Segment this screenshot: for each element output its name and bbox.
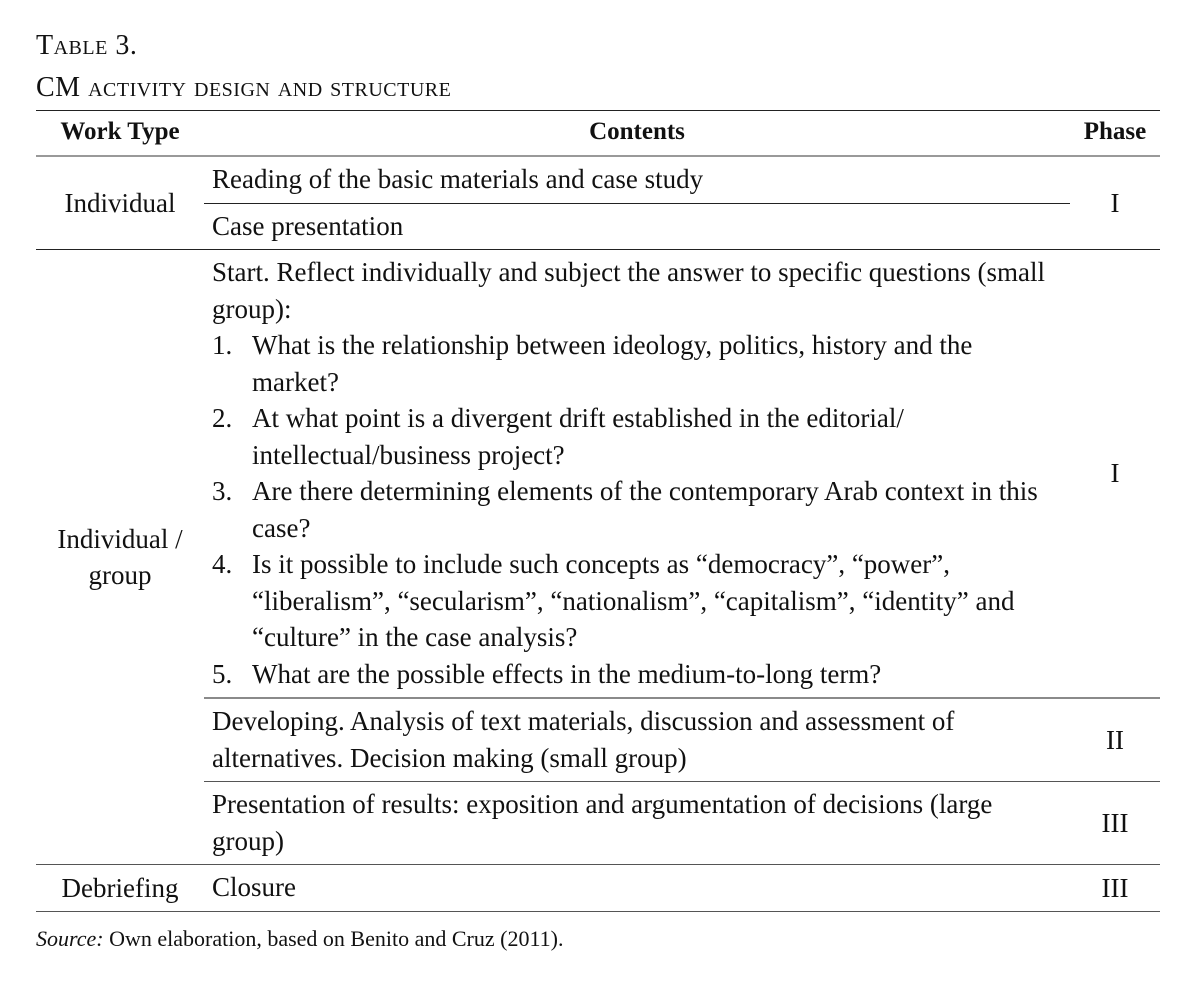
phase-cell: III: [1070, 782, 1160, 865]
source-note: [36, 924, 563, 954]
question-number: 2.: [212, 403, 233, 433]
source-label: Source:: [36, 926, 104, 951]
table-row: [36, 865, 1160, 912]
table-row: [36, 698, 1160, 782]
table-row: [36, 203, 1160, 250]
list-item: [212, 656, 1064, 693]
table-header-row: [36, 111, 1160, 157]
header-phase: Phase: [1083, 118, 1147, 145]
table-row: [36, 250, 1160, 699]
phase-cell: I: [1070, 250, 1160, 699]
question-text: What are the possible effects in the medium-to-long term?: [252, 658, 882, 689]
contents-cell: Presentation of results: exposition and argumentation of decisions (large group): [204, 782, 1070, 865]
header-work-type: Work Type: [60, 118, 180, 145]
work-type-cell: Debriefing: [36, 865, 204, 912]
work-type-cell: Individual: [36, 156, 204, 250]
phase-cell: II: [1070, 698, 1160, 782]
question-text: Are there determining elements of the contemporary Arab context in this case?: [252, 476, 1038, 543]
list-item: [212, 400, 1064, 473]
contents-cell: Reading of the basic materials and case study: [204, 156, 1070, 203]
question-text: Is it possible to include such concepts as “democracy”, “power”, “liberalism”, “secularism”, “nationalism”, “capitalism”, “identity” and “culture” in the case analysis?: [252, 549, 1015, 652]
work-type-cell: Individual / group: [36, 250, 204, 865]
header-contents: Contents: [589, 118, 685, 145]
phase-cell: III: [1070, 865, 1160, 912]
table-row: [36, 782, 1160, 865]
contents-cell: Case presentation: [204, 203, 1070, 250]
list-item: [212, 473, 1064, 546]
contents-cell: Closure: [204, 865, 1070, 912]
contents-cell: [204, 250, 1070, 699]
table-label: Table 3.: [36, 30, 138, 61]
question-number: 5.: [212, 658, 233, 689]
table-title: CM activity design and structure: [36, 72, 452, 103]
contents-cell: Developing. Analysis of text materials, discussion and assessment of alternatives. Decision making (small group): [204, 698, 1070, 782]
list-item: [212, 546, 1064, 656]
question-text: At what point is a divergent drift established in the editorial/ intellectual/business project?: [252, 403, 904, 470]
start-intro: Start. Reflect individually and subject the answer to specific questions (small group):: [212, 257, 1046, 324]
question-number: 3.: [212, 476, 233, 506]
question-list: [212, 327, 1064, 692]
phase-cell: I: [1070, 156, 1160, 250]
question-number: 4.: [212, 549, 233, 579]
list-item: [212, 327, 1064, 400]
table-row: [36, 156, 1160, 203]
activity-table: [36, 110, 1160, 912]
question-text: What is the relationship between ideology, politics, history and the market?: [252, 330, 973, 397]
source-text: Own elaboration, based on Benito and Cruz (2011).: [103, 926, 564, 951]
question-number: 1.: [212, 330, 233, 360]
